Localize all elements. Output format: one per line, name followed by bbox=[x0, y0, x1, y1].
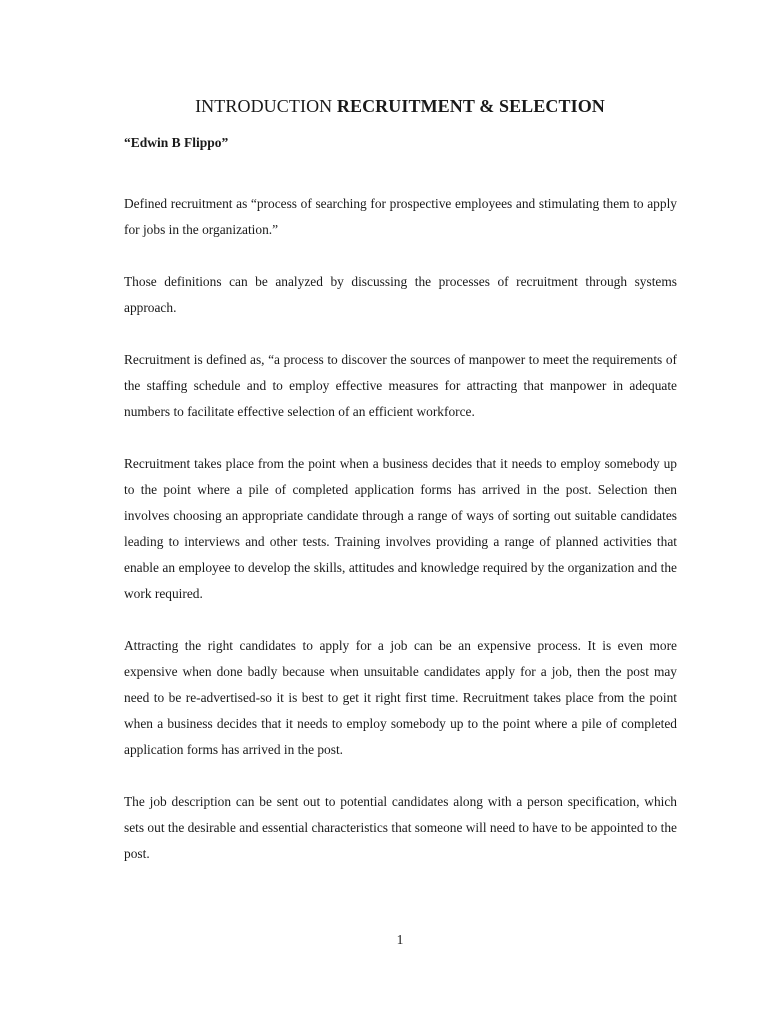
page-title bbox=[0, 94, 768, 118]
paragraph-job-description: The job description can be sent out to potential candidates along with a person specification, which sets out the desirable and essential characteristics that someone will need to have to be appointed to the post. bbox=[124, 794, 677, 862]
paragraph-flippo-definition: Defined recruitment as “process of searching for prospective employees and stimulating them to apply for jobs in the organization.” bbox=[124, 196, 677, 238]
paragraph-recruitment-process: Recruitment takes place from the point when a business decides that it needs to employ somebody up to the point where a pile of completed application forms has arrived in the post. Selection then involves choosing an appropriate candidate through a range of ways of sorting out suitable candidates leading to interviews and other tests. Training involves providing a range of planned activities that enable an employee to develop the skills, attitudes and knowledge required by the organization and the work required. bbox=[124, 456, 677, 602]
title-main: RECRUITMENT & SELECTION bbox=[336, 96, 605, 116]
author-quote: “Edwin B Flippo” bbox=[124, 135, 229, 150]
title-prefix: INTRODUCTION bbox=[195, 96, 333, 116]
paragraph-attracting-candidates: Attracting the right candidates to apply for a job can be an expensive process. It is even more expensive when done badly because when unsuitable candidates apply for a job, then the post may need to be re-advertised-so it is best to get it right first time. Recruitment takes place from the point when a business decides that it needs to employ somebody up to the point where a pile of completed application forms has arrived in the post. bbox=[124, 638, 677, 758]
paragraph-recruitment-definition: Recruitment is defined as, “a process to discover the sources of manpower to meet the requirements of the staffing schedule and to employ effective measures for attracting that manpower in adequate numbers to facilitate effective selection of an efficient workforce. bbox=[124, 352, 677, 420]
paragraph-systems-approach: Those definitions can be analyzed by discussing the processes of recruitment through systems approach. bbox=[124, 274, 677, 316]
page-number: 1 bbox=[396, 932, 404, 947]
